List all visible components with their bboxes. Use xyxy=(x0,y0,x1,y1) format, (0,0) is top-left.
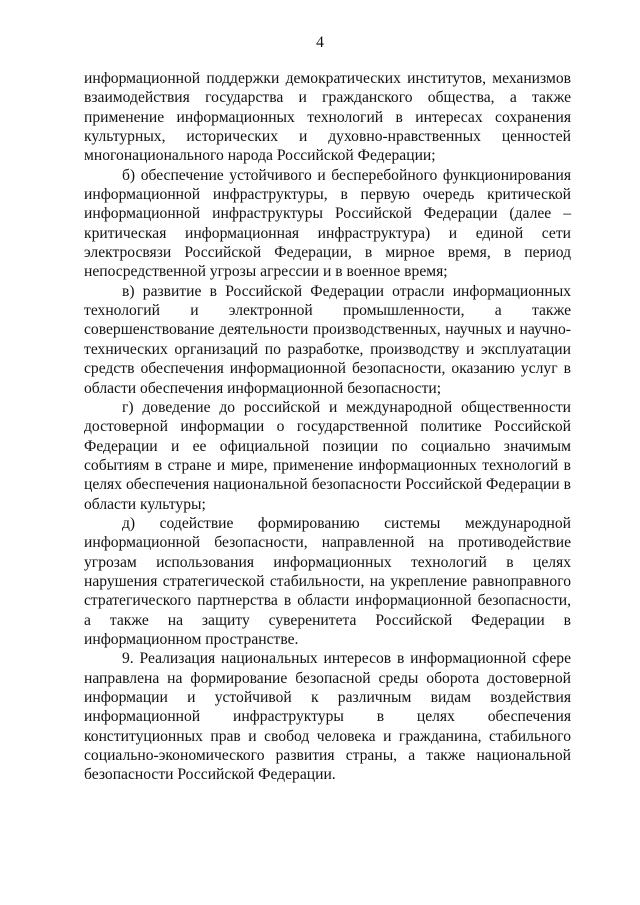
paragraph-continuation: информационной поддержки демократических институтов, механизмов взаимодействия государства и гражданского общества, а также применение информационных технологий в интересах сохранения культурных, исторических и духовно-нравственных ценностей многонационального народа Российской Федерации; xyxy=(84,70,571,165)
page-number: 4 xyxy=(316,34,324,51)
paragraph-item-d: д) содействие формированию системы международной информационной безопасности, направленной на противодействие угрозам использования информационных технологий в целях нарушения стратегической стабильности, на укрепление равноправного стратегического партнерства в области информационной безопасности, а также на защиту суверенитета Российской Федерации в информационном пространстве. xyxy=(84,514,571,648)
document-body xyxy=(84,69,571,785)
paragraph-item-b: б) обеспечение устойчивого и бесперебойного функционирования информационной инфраструктуры, в первую очередь критической информационной инфраструктуры Российской Федерации (далее – критическая информационная инфраструктура) и единой сети электросвязи Российской Федерации, в мирное время, в период непосредственной угрозы агрессии и в военное время; xyxy=(84,166,571,281)
paragraph-item-v: в) развитие в Российской Федерации отрасли информационных технологий и электронной промышленности, а также совершенствование деятельности производственных, научных и научно-технических организаций по разработке, производству и эксплуатации средств обеспечения информационной безопасности, оказанию услуг в области обеспечения информационной безопасности; xyxy=(84,282,571,397)
paragraph-item-g: г) доведение до российской и международной общественности достоверной информации о государственной политике Российской Федерации и ее официальной позиции по социально значимым событиям в стране и мире, применение информационных технологий в целях обеспечения национальной безопасности Российской Федерации в области культуры; xyxy=(84,398,571,513)
paragraph-section-9: 9. Реализация национальных интересов в информационной сфере направлена на формирование безопасной среды оборота достоверной информации и устойчивой к различным видам воздействия информационной инфраструктуры в целях обеспечения конституционных прав и свобод человека и гражданина, стабильного социально-экономического развития страны, а также национальной безопасности Российской Федерации. xyxy=(84,650,571,784)
